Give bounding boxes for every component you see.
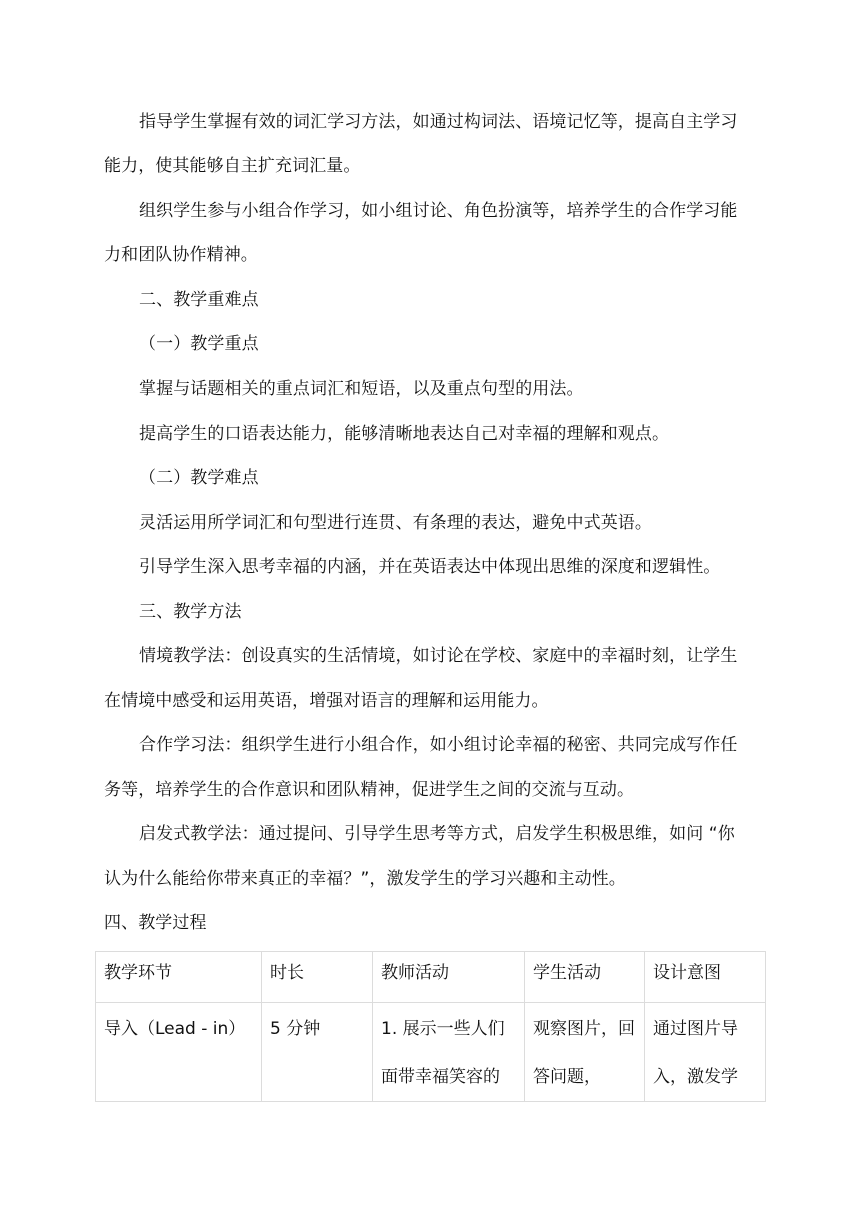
paragraph-difficult-point-1: 灵活运用所学词汇和句型进行连贯、有条理的表达，避免中式英语。 [139, 513, 652, 533]
cell-student-activity: 观察图片，回答问题， [525, 1003, 645, 1102]
header-cell-design-intent: 设计意图 [645, 952, 766, 1003]
paragraph-heuristic-method-line2: 认为什么能给你带来真正的幸福？”，激发学生的学习兴趣和主动性。 [104, 869, 626, 889]
paragraph-key-point-1: 掌握与话题相关的重点词汇和短语，以及重点句型的用法。 [139, 379, 584, 399]
paragraph-cooperative-method-line1: 合作学习法：组织学生进行小组合作，如小组讨论幸福的秘密、共同完成写作任 [139, 735, 738, 755]
paragraph-key-point-2: 提高学生的口语表达能力，能够清晰地表达自己对幸福的理解和观点。 [139, 424, 670, 444]
cell-teacher-activity: 1. 展示一些人们面带幸福笑容的 [373, 1003, 525, 1102]
paragraph-group-cooperation-line1: 组织学生参与小组合作学习，如小组讨论、角色扮演等，培养学生的合作学习能 [139, 201, 738, 221]
subheading-key-points: （一）教学重点 [139, 334, 259, 354]
header-cell-student-activity: 学生活动 [525, 952, 645, 1003]
paragraph-situational-method-line2: 在情境中感受和运用英语，增强对语言的理解和运用能力。 [104, 691, 549, 711]
teaching-process-table [95, 951, 766, 1102]
cell-stage: 导入（Lead - in） [96, 1003, 262, 1102]
paragraph-heuristic-method-line1: 启发式教学法：通过提问、引导学生思考等方式，启发学生积极思维，如问 “你 [139, 824, 735, 844]
heading-teaching-methods: 三、教学方法 [139, 602, 242, 622]
paragraph-group-cooperation-line2: 力和团队协作精神。 [104, 245, 258, 265]
heading-key-difficult-points: 二、教学重难点 [139, 290, 259, 310]
heading-teaching-process: 四、教学过程 [104, 913, 207, 933]
cell-duration: 5 分钟 [262, 1003, 373, 1102]
header-cell-teacher-activity: 教师活动 [373, 952, 525, 1003]
table-row [96, 1003, 766, 1102]
paragraph-situational-method-line1: 情境教学法：创设真实的生活情境，如讨论在学校、家庭中的幸福时刻，让学生 [139, 646, 738, 666]
paragraph-vocabulary-method-line1: 指导学生掌握有效的词汇学习方法，如通过构词法、语境记忆等，提高自主学习 [139, 112, 738, 132]
cell-design-intent: 通过图片导入，激发学 [645, 1003, 766, 1102]
paragraph-cooperative-method-line2: 务等，培养学生的合作意识和团队精神，促进学生之间的交流与互动。 [104, 780, 635, 800]
header-cell-duration: 时长 [262, 952, 373, 1003]
paragraph-vocabulary-method-line2: 能力，使其能够自主扩充词汇量。 [104, 156, 361, 176]
subheading-difficult-points: （二）教学难点 [139, 468, 259, 488]
paragraph-difficult-point-2: 引导学生深入思考幸福的内涵，并在英语表达中体现出思维的深度和逻辑性。 [139, 557, 721, 577]
table-header-row [96, 952, 766, 1003]
header-cell-stage: 教学环节 [96, 952, 262, 1003]
